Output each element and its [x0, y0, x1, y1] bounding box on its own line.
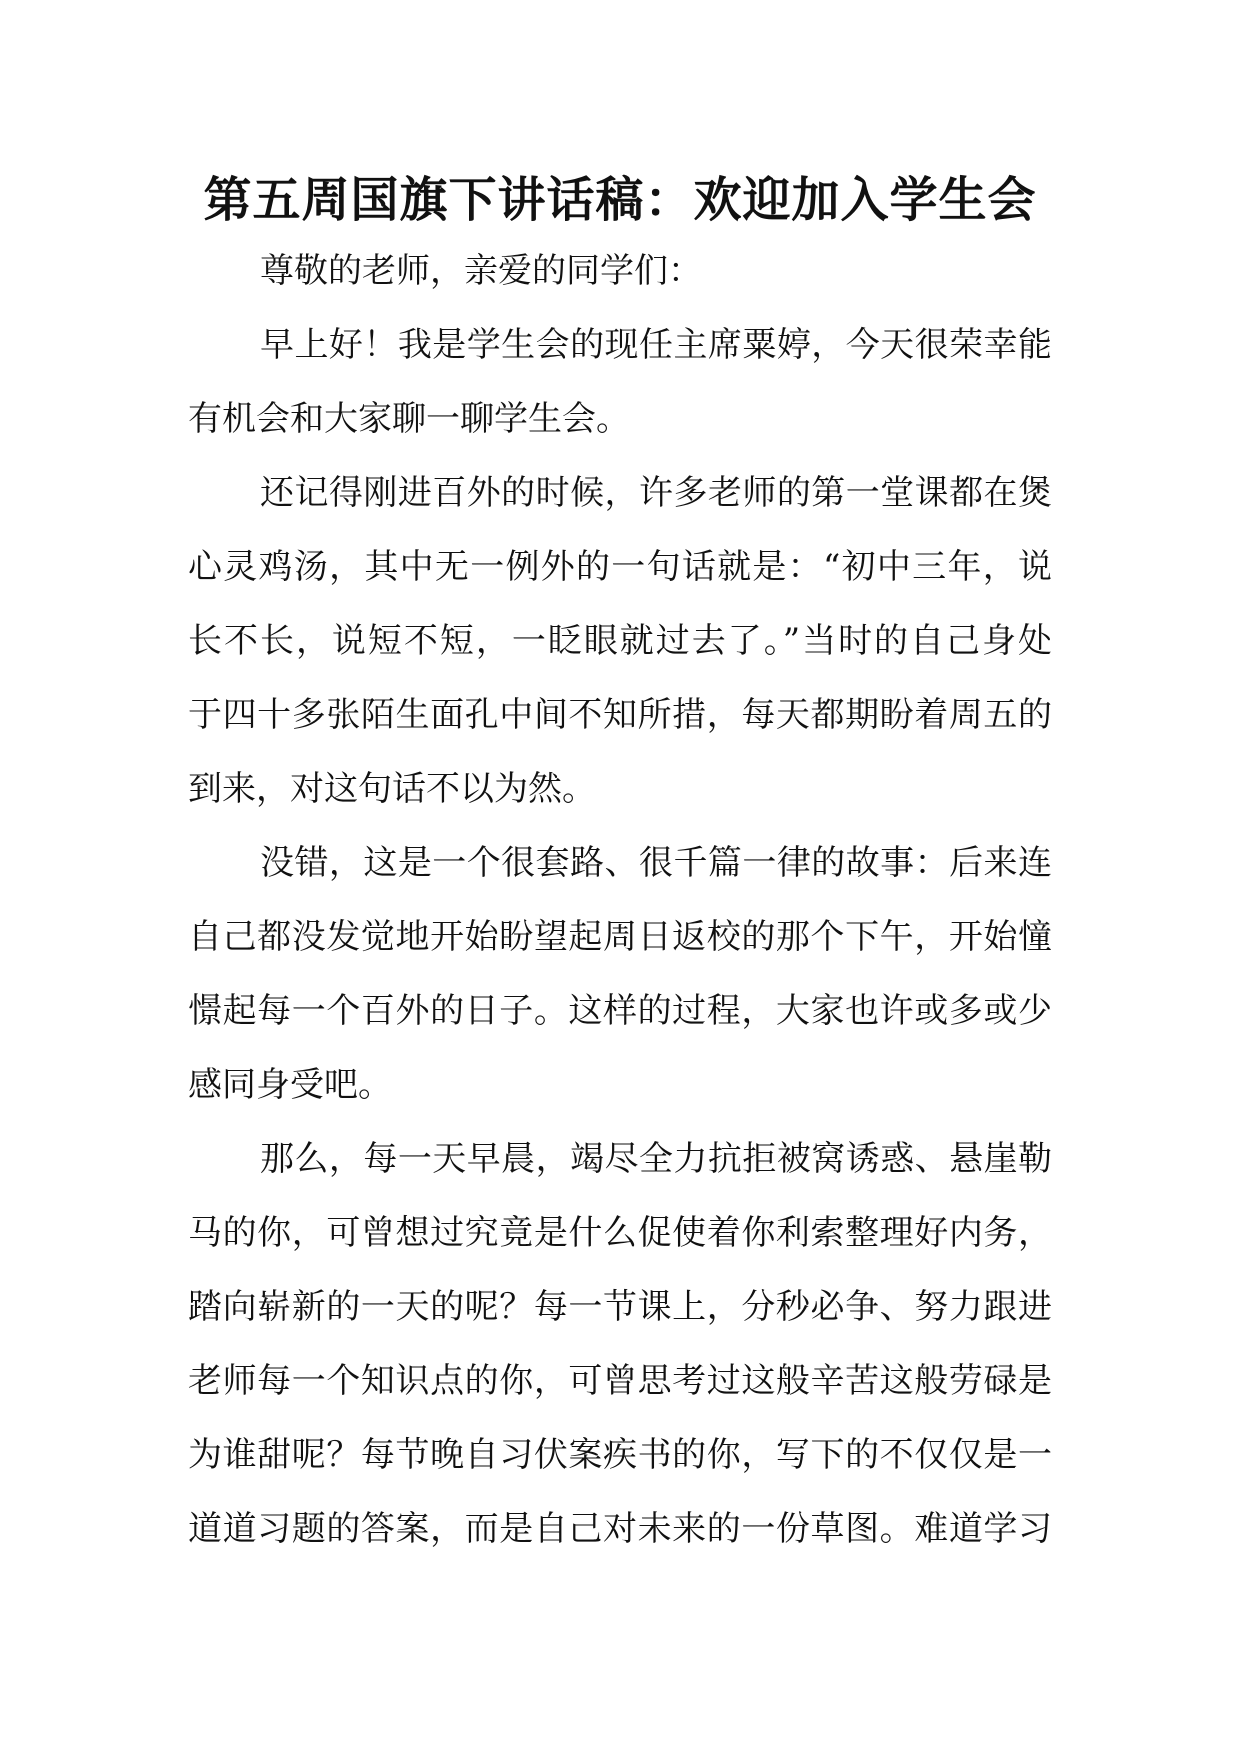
text-line: 长不长，说短不短，一眨眼就过去了。”当时的自己身处: [188, 621, 1052, 661]
text-line: 为谁甜呢？每节晚自习伏案疾书的你，写下的不仅仅是一: [188, 1435, 1052, 1475]
text-line: 尊敬的老师，亲爱的同学们：: [260, 251, 702, 291]
document-body: [188, 234, 1052, 1566]
text-line: 到来，对这句话不以为然。: [188, 769, 596, 809]
text-line: 还记得刚进百外的时候，许多老师的第一堂课都在煲: [260, 473, 1052, 513]
text-line: 道道习题的答案，而是自己对未来的一份草图。难道学习: [188, 1509, 1052, 1549]
text-line: 有机会和大家聊一聊学生会。: [188, 399, 630, 439]
text-line: 老师每一个知识点的你，可曾思考过这般辛苦这般劳碌是: [188, 1361, 1052, 1401]
text-line: 自己都没发觉地开始盼望起周日返校的那个下午，开始憧: [188, 917, 1052, 957]
text-line: 于四十多张陌生面孔中间不知所措，每天都期盼着周五的: [188, 695, 1052, 735]
text-line: 心灵鸡汤，其中无一例外的一句话就是：“初中三年，说: [188, 547, 1052, 587]
document-title: 第五周国旗下讲话稿：欢迎加入学生会: [203, 172, 1037, 228]
text-line: 踏向崭新的一天的呢？每一节课上，分秒必争、努力跟进: [188, 1287, 1052, 1327]
text-line: 那么，每一天早晨，竭尽全力抗拒被窝诱惑、悬崖勒: [260, 1139, 1052, 1179]
text-line: 憬起每一个百外的日子。这样的过程，大家也许或多或少: [188, 991, 1052, 1031]
text-line: 没错，这是一个很套路、很千篇一律的故事：后来连: [260, 843, 1052, 883]
text-line: 马的你，可曾想过究竟是什么促使着你利索整理好内务，: [188, 1213, 1052, 1253]
text-line: 感同身受吧。: [188, 1065, 392, 1105]
text-line: 早上好！我是学生会的现任主席粟婷，今天很荣幸能: [260, 325, 1052, 365]
